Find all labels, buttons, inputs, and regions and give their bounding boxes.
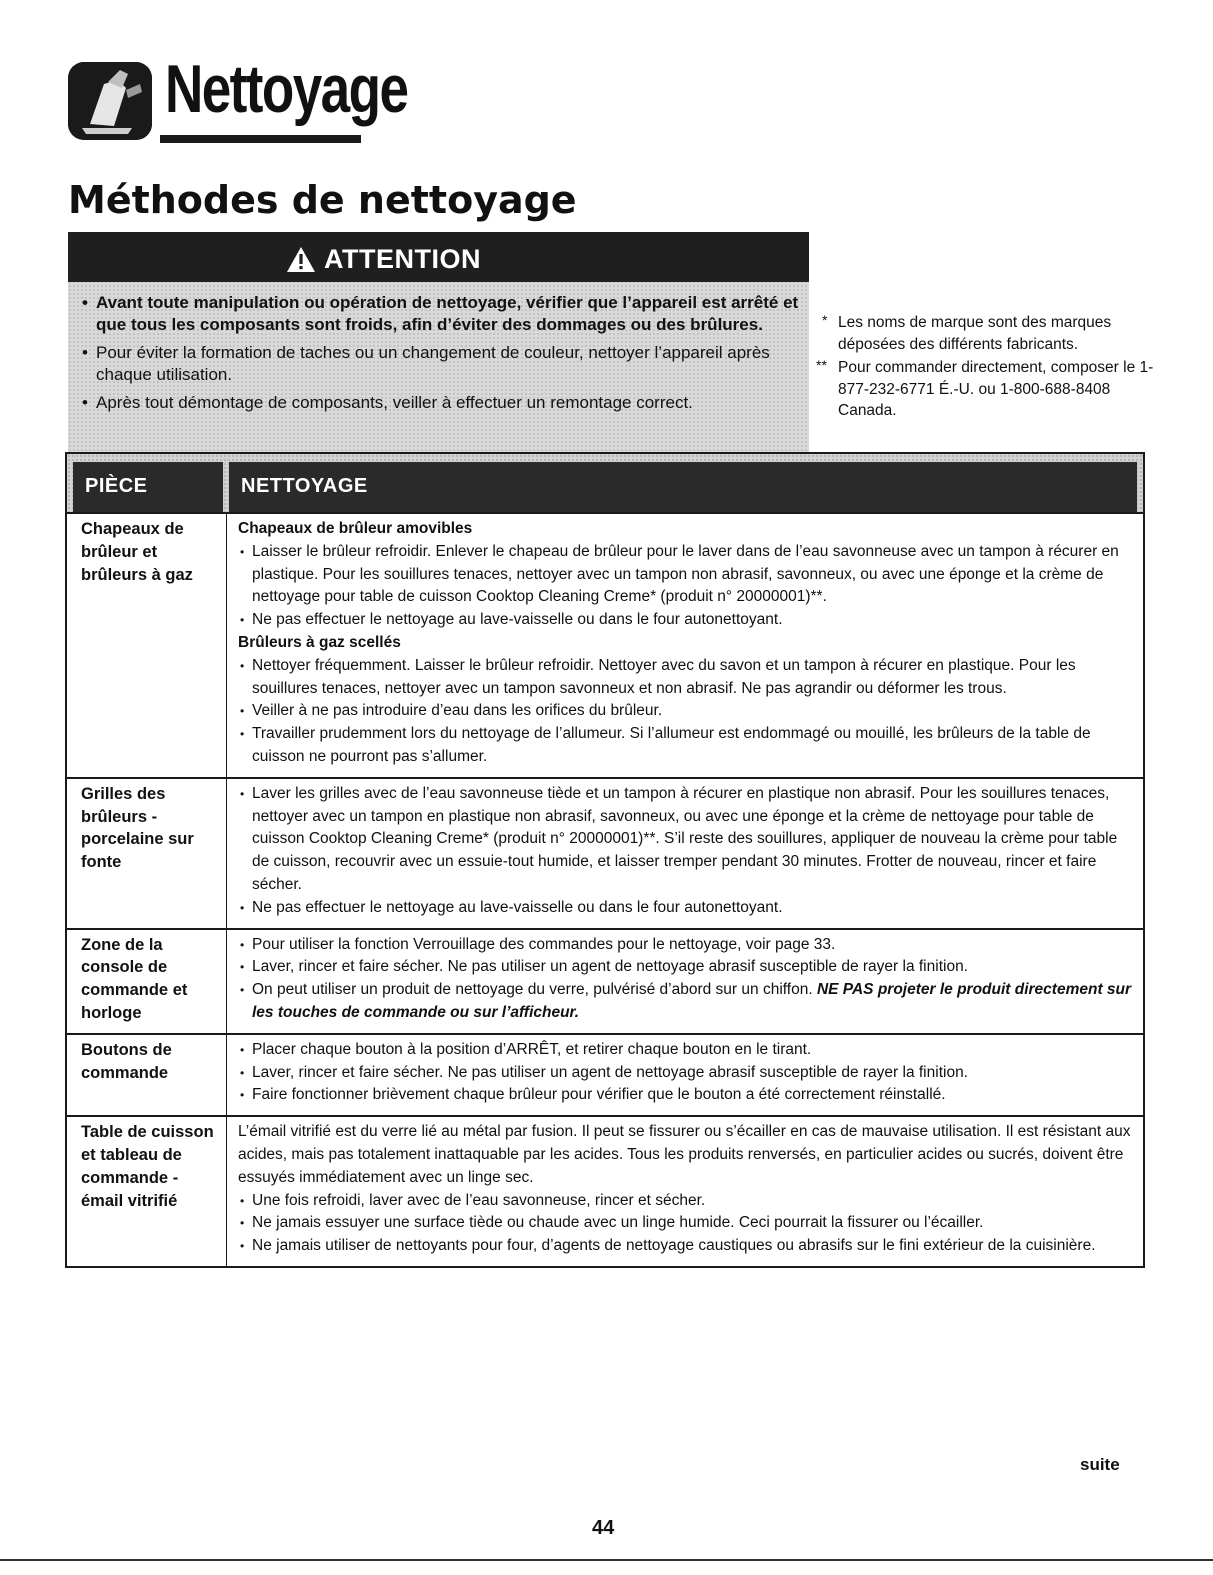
- footer-rule: [0, 1559, 1213, 1561]
- page-header-title: Nettoyage: [165, 51, 408, 127]
- attention-item: • Pour éviter la formation de taches ou un changement de couleur, nettoyer l’appareil après chaque utilisation.: [80, 342, 800, 386]
- row-intro: L’émail vitrifié est du verre lié au métal par fusion. Il peut se fissurer ou s’écailler en cas de mauvaise utilisation. Il est résistant aux acides, mais pas totalement inattaquable par les acides. Tous les produits renversés, en particulier acides ou sucrés, doivent être essuyés immédiatement avec un linge sec.: [238, 1123, 1131, 1186]
- row-piece-label: Boutons de commande: [67, 1035, 227, 1115]
- table-row: [67, 930, 1143, 1035]
- subheading: Brûleurs à gaz scellés: [238, 633, 401, 651]
- row-piece-label: Grilles des brûleurs - porcelaine sur fonte: [67, 779, 227, 928]
- list-item: • Une fois refroidi, laver avec de l’eau savonneuse, rincer et sécher.: [238, 1190, 1135, 1213]
- list-item: • Ne jamais utiliser de nettoyants pour four, d’agents de nettoyage caustiques ou abrasifs sur le fini extérieur de la cuisinière.: [238, 1235, 1135, 1258]
- warning-triangle-icon: [286, 246, 316, 273]
- page-number: 44: [592, 1517, 615, 1539]
- table-row: [67, 1117, 1143, 1266]
- row-piece-label: Zone de la console de commande et horloge: [67, 930, 227, 1033]
- row-instructions: [227, 1035, 1143, 1115]
- row-piece-label: Chapeaux de brûleur et brûleurs à gaz: [67, 514, 227, 777]
- table-row: [67, 779, 1143, 930]
- list-item: • Ne pas effectuer le nettoyage au lave-vaisselle ou dans le four autonettoyant.: [238, 609, 1135, 632]
- attention-box: [68, 232, 809, 454]
- row-instructions: [227, 779, 1143, 928]
- attention-item: • Après tout démontage de composants, veiller à effectuer un remontage correct.: [80, 392, 800, 414]
- list-item: • Travailler prudemment lors du nettoyage de l’allumeur. Si l’allumeur est endommagé ou mouillé, les brûleurs de la table de cuisson ne pourront pas s’allumer.: [238, 723, 1135, 769]
- list-item: • Ne pas effectuer le nettoyage au lave-vaisselle ou dans le four autonettoyant.: [238, 897, 1135, 920]
- list-item: • Laver les grilles avec de l’eau savonneuse tiède et un tampon à récurer en plastique non abrasif. Pour les souillures tenaces, nettoyer avec un tampon en plastique non abrasif, savonneux, ou avec une éponge et la crème de nettoyage pour table de cuisson Cooktop Cleaning Creme* (produit n° 20000001)**. S’il reste des souillures, appliquer de nouveau la crème pour table de cuisson, recouvrir avec un essuie-tout humide, et laisser tremper pendant 30 minutes. Frotter de nouveau, rincer et faire sécher.: [238, 783, 1135, 897]
- list-item: • Veiller à ne pas introduire d’eau dans les orifices du brûleur.: [238, 700, 1135, 723]
- attention-list: [80, 292, 800, 420]
- header-piece: PIÈCE: [73, 462, 223, 512]
- row-instructions: [227, 514, 1143, 777]
- list-item: • Ne jamais essuyer une surface tiède ou chaude avec un linge humide. Ceci pourrait la fissurer ou l’écailler.: [238, 1212, 1135, 1235]
- footnote-trademark: * Les noms de marque sont des marques déposées des différents fabricants.: [822, 312, 1112, 353]
- attention-item: • Avant toute manipulation ou opération de nettoyage, vérifier que l’appareil est arrêté et que tous les composants sont froids, afin d’éviter des dommages ou des brûlures.: [80, 292, 800, 336]
- list-item: • Faire fonctionner brièvement chaque brûleur pour vérifier que le bouton a été correctement réinstallé.: [238, 1084, 1135, 1107]
- list-item: • Laver, rincer et faire sécher. Ne pas utiliser un agent de nettoyage abrasif susceptible de rayer la finition.: [238, 1062, 1135, 1085]
- continued-label: suite: [1080, 1455, 1120, 1474]
- header-nettoyage: NETTOYAGE: [229, 462, 1137, 512]
- list-item: • Pour utiliser la fonction Verrouillage des commandes pour le nettoyage, voir page 33.: [238, 934, 1135, 957]
- section-title: Méthodes de nettoyage: [68, 178, 577, 222]
- header-underline: [160, 135, 361, 143]
- subheading: Chapeaux de brûleur amovibles: [238, 520, 473, 537]
- footnotes: [816, 312, 1156, 424]
- list-item: • On peut utiliser un produit de nettoyage du verre, pulvérisé d’abord sur un chiffon. NE PAS projeter le produit directement sur les touches de commande ou sur l’afficheur.: [238, 979, 1135, 1025]
- row-piece-label: Table de cuisson et tableau de commande - émail vitrifié: [67, 1117, 227, 1266]
- row-instructions: [227, 1117, 1143, 1266]
- attention-header: [68, 232, 809, 282]
- list-item: • Nettoyer fréquemment. Laisser le brûleur refroidir. Nettoyer avec du savon et un tampon à récurer en plastique. Pour les souillures tenaces, nettoyer avec un tampon savonneux et non abrasif. Ne pas agrandir ou déformer les trous.: [238, 655, 1135, 701]
- footnote-order: ** Pour commander directement, composer le 1-877-232-6771 É.-U. ou 1-800-688-8408 Canada.: [816, 357, 1154, 419]
- table-row: [67, 1035, 1143, 1117]
- list-item: • Laver, rincer et faire sécher. Ne pas utiliser un agent de nettoyage abrasif susceptible de rayer la finition.: [238, 956, 1135, 979]
- list-item: • Placer chaque bouton à la position d’ARRÊT, et retirer chaque bouton en le tirant.: [238, 1039, 1135, 1062]
- attention-title: ATTENTION: [324, 243, 481, 274]
- warning-emphasis: NE PAS projeter le produit directement sur les touches de commande ou sur l’afficheur.: [252, 981, 1132, 1021]
- cleaning-table: [65, 452, 1145, 1268]
- table-header: [67, 454, 1143, 514]
- row-instructions: [227, 930, 1143, 1033]
- cleaning-icon: [68, 62, 152, 140]
- list-item: • Laisser le brûleur refroidir. Enlever le chapeau de brûleur pour le laver dans de l’eau savonneuse avec un tampon à récurer en plastique. Pour les souillures tenaces, nettoyer avec un tampon non abrasif, savonneux, ou avec une éponge et la crème de nettoyage pour table de cuisson Cooktop Cleaning Creme* (produit n° 20000001)**.: [238, 541, 1135, 609]
- table-row: [67, 514, 1143, 779]
